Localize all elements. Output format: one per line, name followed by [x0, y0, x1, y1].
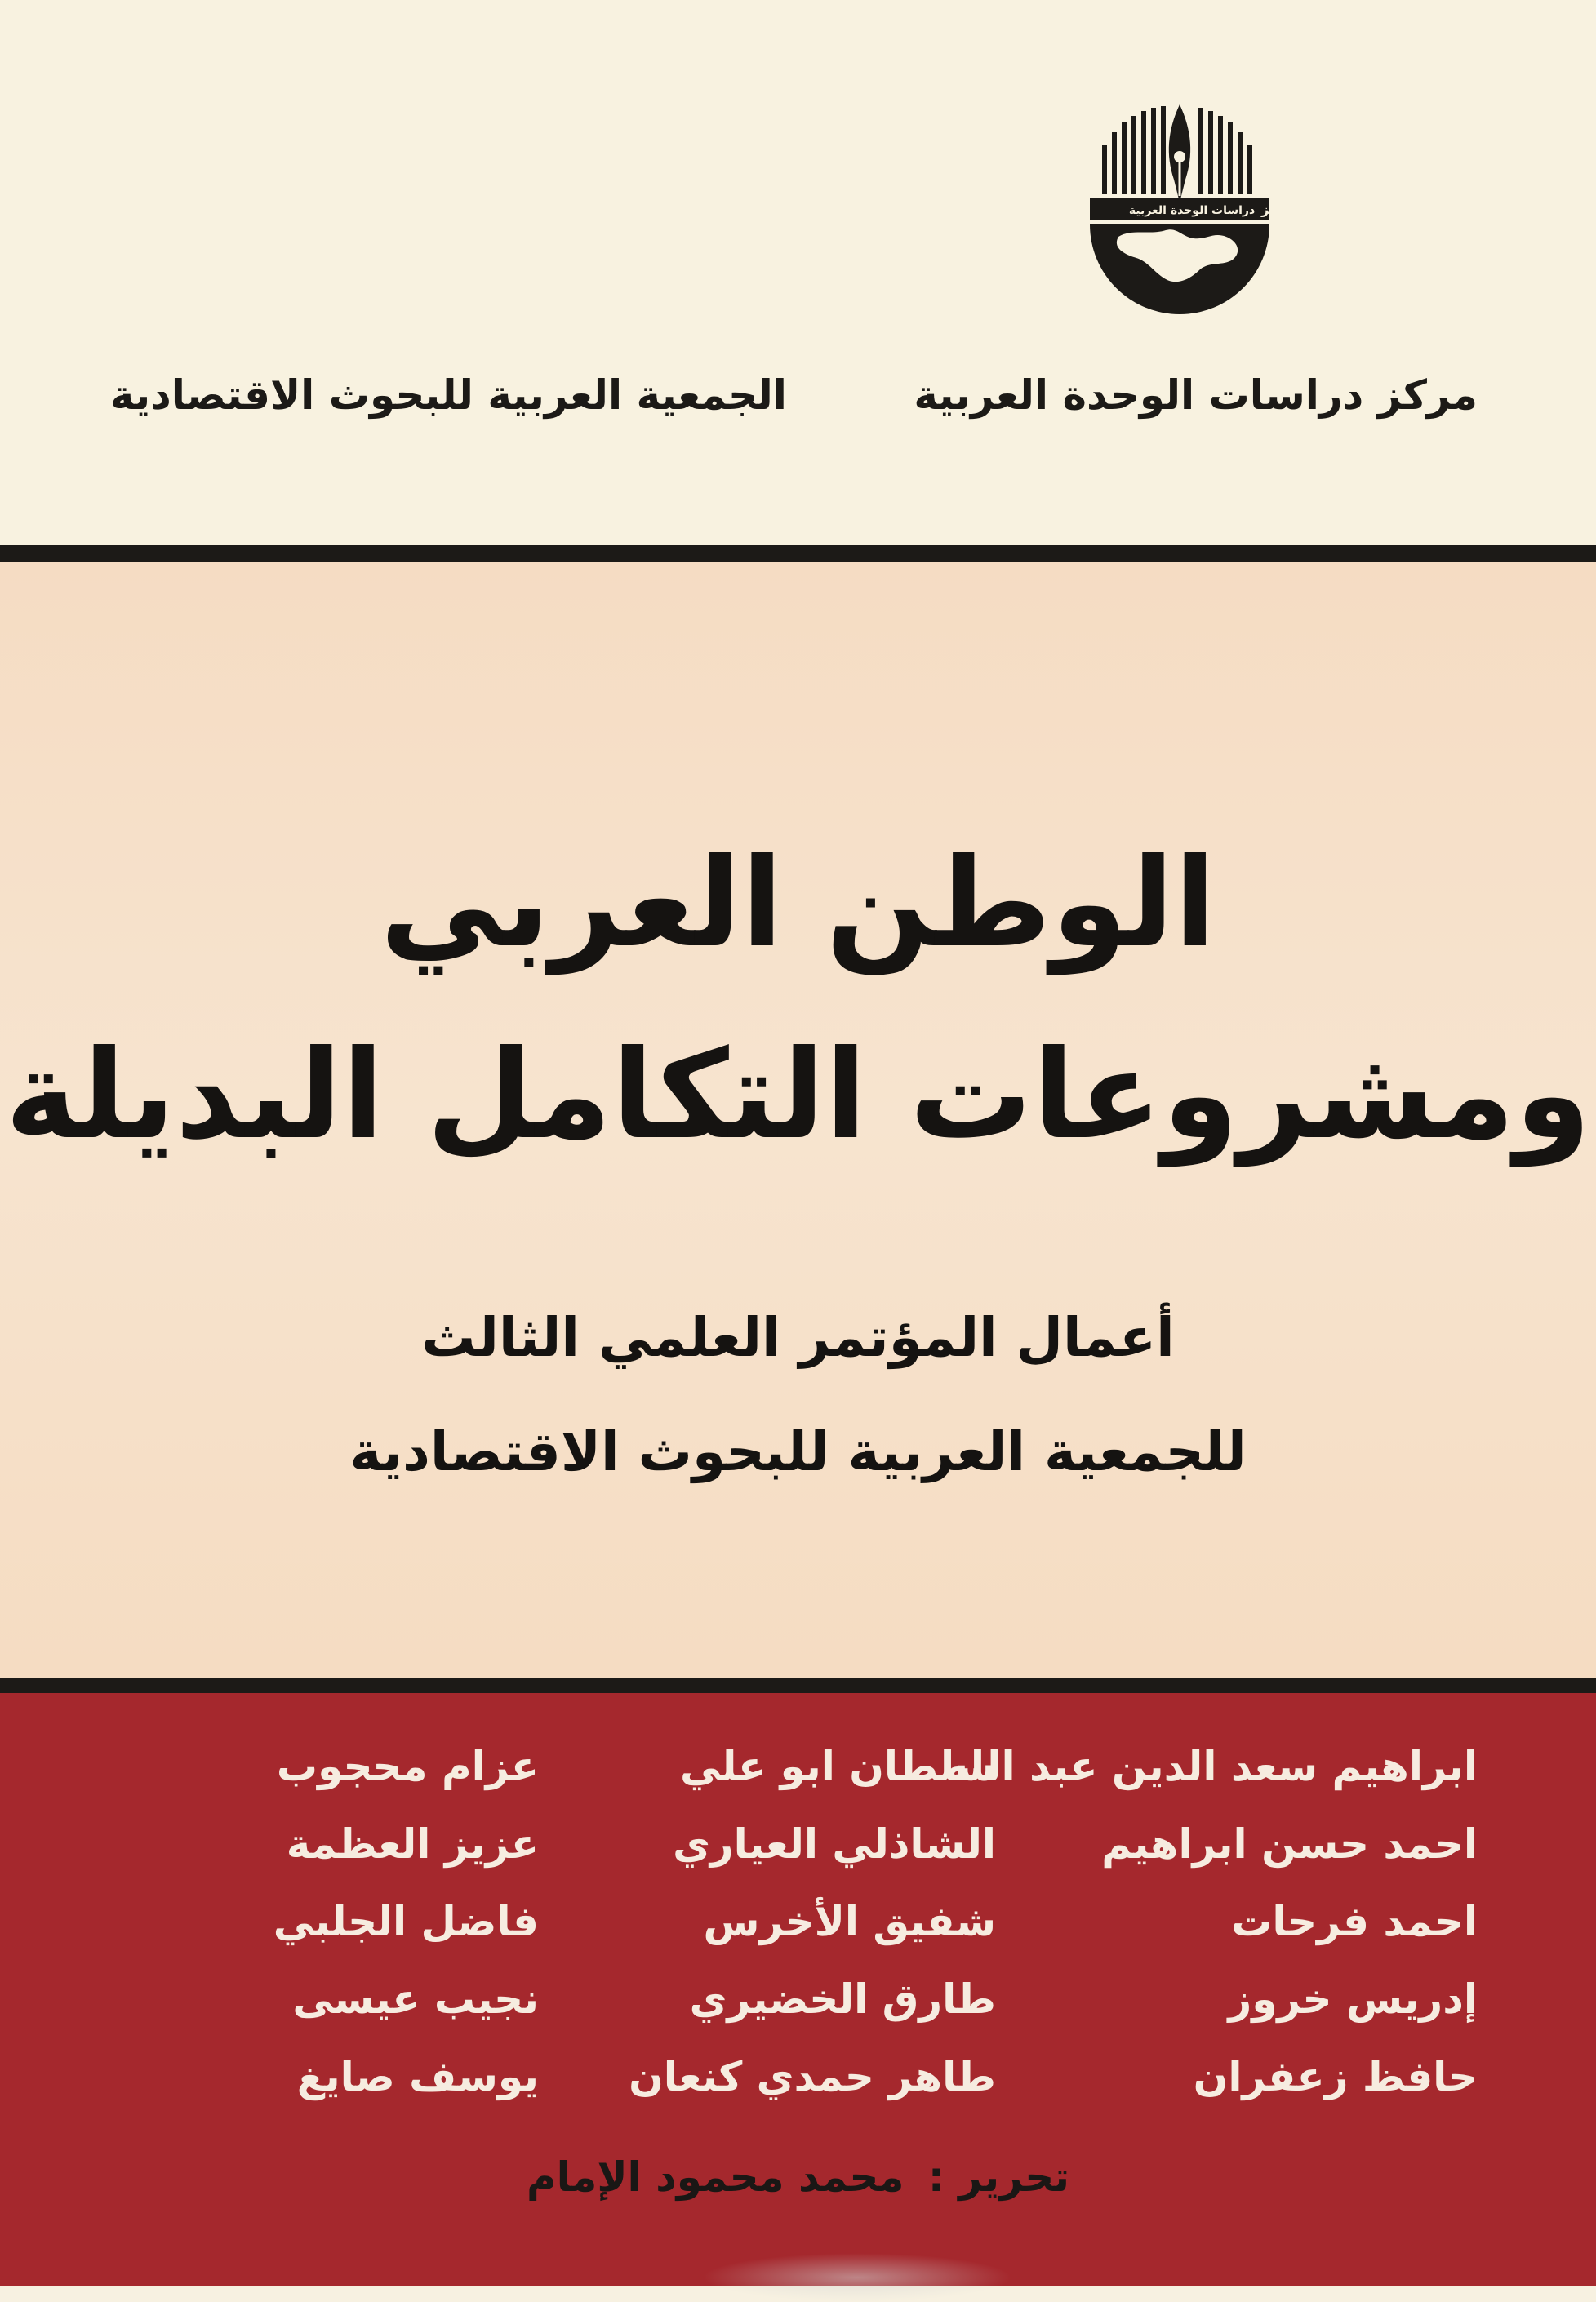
author-name: الشاذلي العياري: [673, 1820, 996, 1868]
divider-rule-top: [0, 545, 1596, 562]
author-name: ابراهيم سعد الدين عبد الله: [944, 1743, 1478, 1790]
author-name: يوسف صايغ: [296, 2053, 539, 2100]
author-name: عزام محجوب: [276, 1743, 539, 1790]
publisher-name-left: الجمعية العربية للبحوث الاقتصادية: [110, 371, 787, 419]
editor-credit: [0, 2153, 1596, 2201]
author-name: شفيق الأخرس: [703, 1898, 996, 1945]
logo-ring-left-text: دراسات الوحدة العربية: [1128, 204, 1256, 217]
publisher-name-right: مركز دراسات الوحدة العربية: [914, 371, 1478, 419]
author-name: سلطان ابو علي: [680, 1743, 996, 1790]
cover-wear-mark: [702, 2253, 1012, 2302]
author-name: احمد حسن ابراهيم: [1101, 1820, 1478, 1868]
book-title-line-2: ومشروعات التكامل البديلة: [5, 1024, 1591, 1167]
divider-rule-bottom: [0, 1678, 1596, 1693]
publisher-logo-icon: [1069, 98, 1294, 318]
top-band: [0, 0, 1596, 545]
authors-list: [98, 1743, 1478, 2151]
book-title-line-1: الوطن العربي: [380, 833, 1216, 975]
author-name: احمد فرحات: [1231, 1898, 1478, 1945]
author-name: فاضل الجلبي: [273, 1898, 539, 1945]
subtitle-line-2: للجمعية العربية للبحوث الاقتصادية: [349, 1420, 1247, 1483]
author-name: نجيب عيسى: [292, 1975, 539, 2023]
author-name: طاهر حمدي كنعان: [629, 2053, 996, 2100]
author-name: عزيز العظمة: [286, 1820, 539, 1868]
subtitle-line-1: أعمال المؤتمر العلمي الثالث: [421, 1306, 1175, 1369]
editor-name: محمد محمود الإمام: [526, 2153, 905, 2201]
editor-label: تحرير :: [927, 2153, 1070, 2201]
author-name: حافظ زعفران: [1193, 2053, 1478, 2100]
author-name: إدريس خروز: [1228, 1975, 1478, 2023]
author-name: طارق الخضيري: [689, 1975, 996, 2023]
logo-ring-right-text: مركز: [1261, 202, 1294, 217]
